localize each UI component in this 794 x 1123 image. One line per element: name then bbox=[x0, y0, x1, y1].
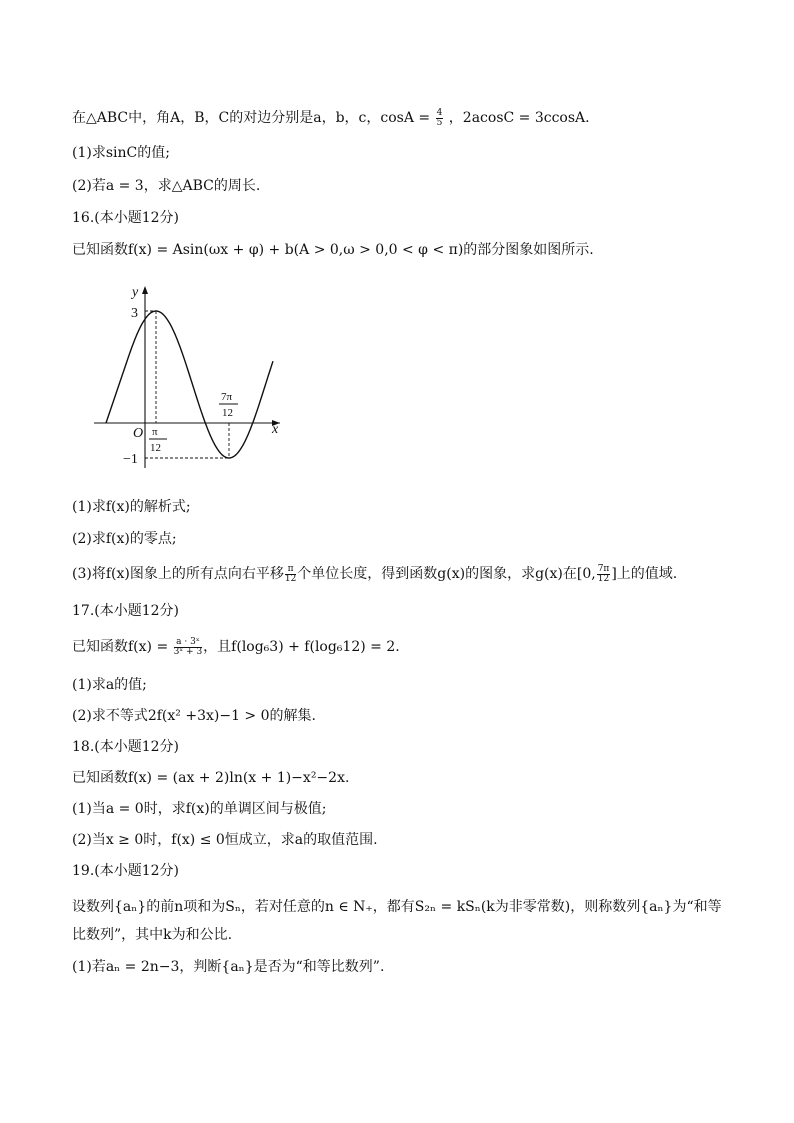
problem-17-statement: 已知函数f(x) = $\frac{\text{a · 3ˣ}}{\text{3ˣ + 3}}$ ，且f(log₆3) + f(log₆12) = 2. bbox=[72, 636, 400, 657]
problem-16-statement: 已知函数f(x) = Asin(ωx + φ) + b(A > 0,ω > 0,0 < φ < π)的部分图象如图所示. bbox=[72, 242, 594, 258]
problem-17-header: 17.(本小题12分) bbox=[72, 603, 180, 619]
problem-16-header: 16.(本小题12分) bbox=[72, 210, 180, 226]
problem-18-header: 18.(本小题12分) bbox=[72, 739, 180, 755]
y-axis-label: y bbox=[132, 285, 139, 300]
problem-19-part-1: (1)若aₙ = 2n−3，判断{aₙ}是否为“和等比数列”. bbox=[72, 959, 385, 975]
problem-18-part-2: (2)当x ≥ 0时，f(x) ≤ 0恒成立，求a的取值范围. bbox=[72, 832, 378, 848]
fraction-pi-12: $\frac{\pi}{12}$ bbox=[284, 563, 297, 584]
problem-15-part-1: (1)求sinC的值; bbox=[72, 145, 170, 161]
min-value-label: −1 bbox=[123, 452, 138, 467]
problem-18-part-1: (1)当a = 0时，求f(x)的单调区间与极值; bbox=[72, 801, 327, 817]
tick-label-7pi-12-numerator: 7π bbox=[221, 391, 233, 403]
sine-function-graph bbox=[88, 282, 298, 476]
graph-svg bbox=[88, 282, 298, 472]
problem-19-header: 19.(本小题12分) bbox=[72, 863, 180, 879]
tick-label-pi-12-denominator: 12 bbox=[150, 442, 161, 454]
fraction-7pi-12: $\frac{7\pi}{12}$ bbox=[597, 563, 610, 584]
fraction-four-fifths: $\frac{4}{5}$ bbox=[436, 107, 443, 128]
problem-17-part-2: (2)求不等式2f(x² +3x)−1 > 0的解集. bbox=[72, 708, 316, 724]
problem-18-statement: 已知函数f(x) = (ax + 2)ln(x + 1)−x²−2x. bbox=[72, 770, 350, 786]
problem-16-part-2: (2)求f(x)的零点; bbox=[72, 531, 177, 547]
problem-19-statement: 设数列{aₙ}的前n项和为Sₙ，若对任意的n ∈ N₊，都有S₂ₙ = kSₙ(k为非零常数)，则称数列{aₙ}为“和等比数列”，其中k为和公比. bbox=[72, 899, 722, 943]
problem-17-part-1: (1)求a的值; bbox=[72, 677, 147, 693]
x-axis-label: x bbox=[272, 422, 279, 437]
fraction-function-17: $\frac{\text{a · 3ˣ}}{\text{3ˣ + 3}}$ bbox=[173, 636, 203, 657]
tick-label-7pi-12-denominator: 12 bbox=[222, 407, 233, 419]
problem-15-part-2: (2)若a = 3，求△ABC的周长. bbox=[72, 178, 261, 194]
origin-label: O bbox=[133, 426, 144, 441]
tick-label-pi-12-numerator: π bbox=[152, 426, 158, 438]
max-value-label: 3 bbox=[131, 306, 138, 321]
problem-16-part-1: (1)求f(x)的解析式; bbox=[72, 499, 191, 515]
problem-15-statement: 在△ABC中，角A，B，C的对边分别是a，b，c，cosA = $\frac{4}{5}$ ，2acosC = 3ccosA. bbox=[72, 107, 590, 128]
function-curve bbox=[106, 311, 273, 458]
problem-16-part-3: (3)将f(x)图象上的所有点向右平移 $\frac{\pi}{12}$ 个单位长度，得到函数g(x)的图象，求g(x)在[0, $\frac{7\pi}{12}$ ]上的值域. bbox=[72, 563, 678, 584]
y-axis-arrow-icon bbox=[142, 286, 148, 294]
